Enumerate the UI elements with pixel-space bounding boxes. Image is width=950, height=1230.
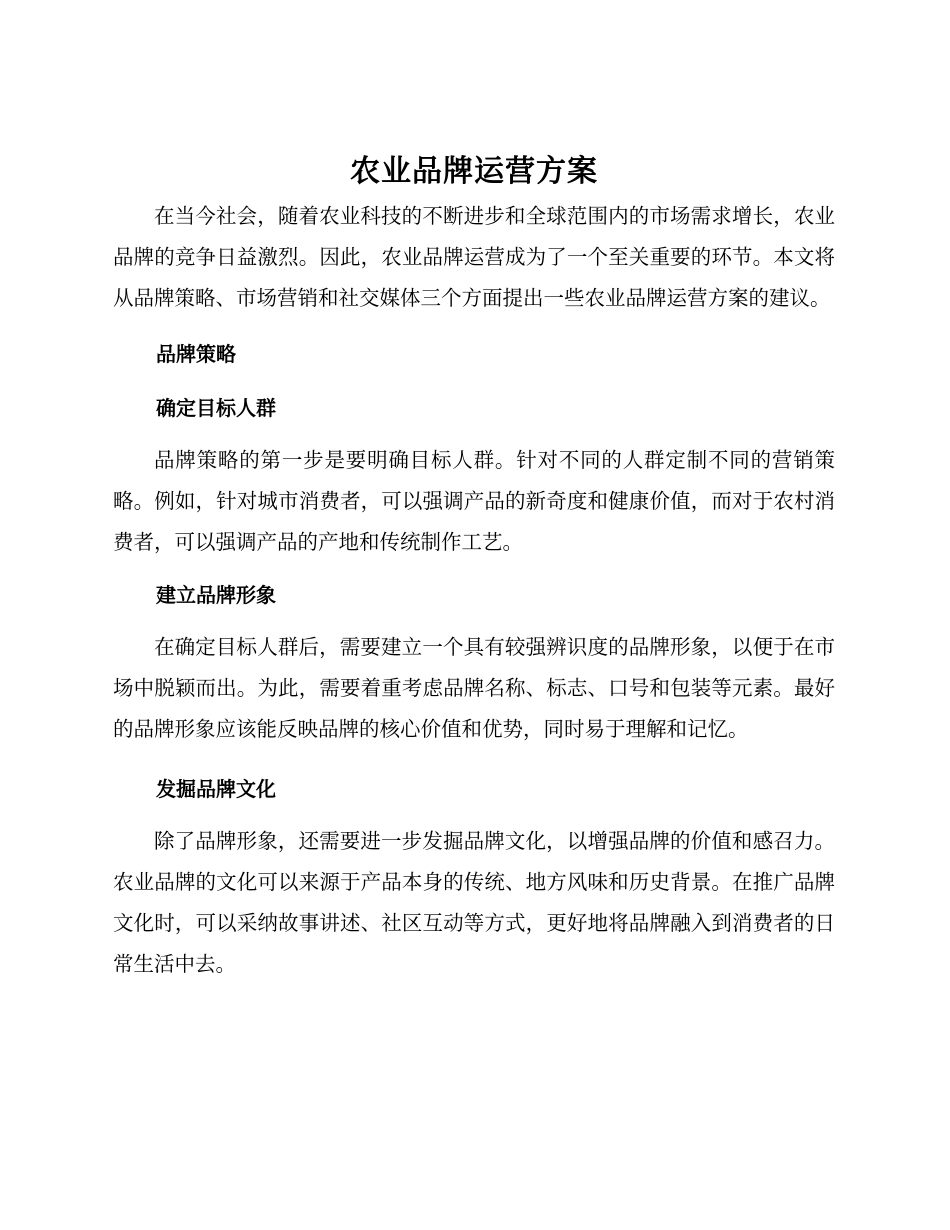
intro-paragraph: 在当今社会，随着农业科技的不断进步和全球范围内的市场需求增长，农业品牌的竞争日益激烈。因此，农业品牌运营成为了一个至关重要的环节。本文将从品牌策略、市场营销和社交媒体三个方面提出一些农业品牌运营方案的建议。 [113,204,835,310]
document-title: 农业品牌运营方案 [350,154,598,189]
brand-image-paragraph: 在确定目标人群后，需要建立一个具有较强辨识度的品牌形象，以便于在市场中脱颖而出。为此，需要着重考虑品牌名称、标志、口号和包装等元素。最好的品牌形象应该能反映品牌的核心价值和优势，同时易于理解和记忆。 [113,635,835,741]
document-body [113,148,835,985]
section-heading-brand-image: 建立品牌形象 [156,583,276,607]
brand-culture-paragraph: 除了品牌形象，还需要进一步发掘品牌文化，以增强品牌的价值和感召力。农业品牌的文化可以来源于产品本身的传统、地方风味和历史背景。在推广品牌文化时，可以采纳故事讲述、社区互动等方式，更好地将品牌融入到消费者的日常生活中去。 [113,829,835,976]
section-heading-target-audience: 确定目标人群 [156,396,276,420]
target-audience-paragraph: 品牌策略的第一步是要明确目标人群。针对不同的人群定制不同的营销策略。例如，针对城市消费者，可以强调产品的新奇度和健康价值，而对于农村消费者，可以强调产品的产地和传统制作工艺。 [113,448,835,554]
section-heading-brand-culture: 发掘品牌文化 [156,777,276,801]
section-heading-brand-strategy: 品牌策略 [156,342,236,366]
